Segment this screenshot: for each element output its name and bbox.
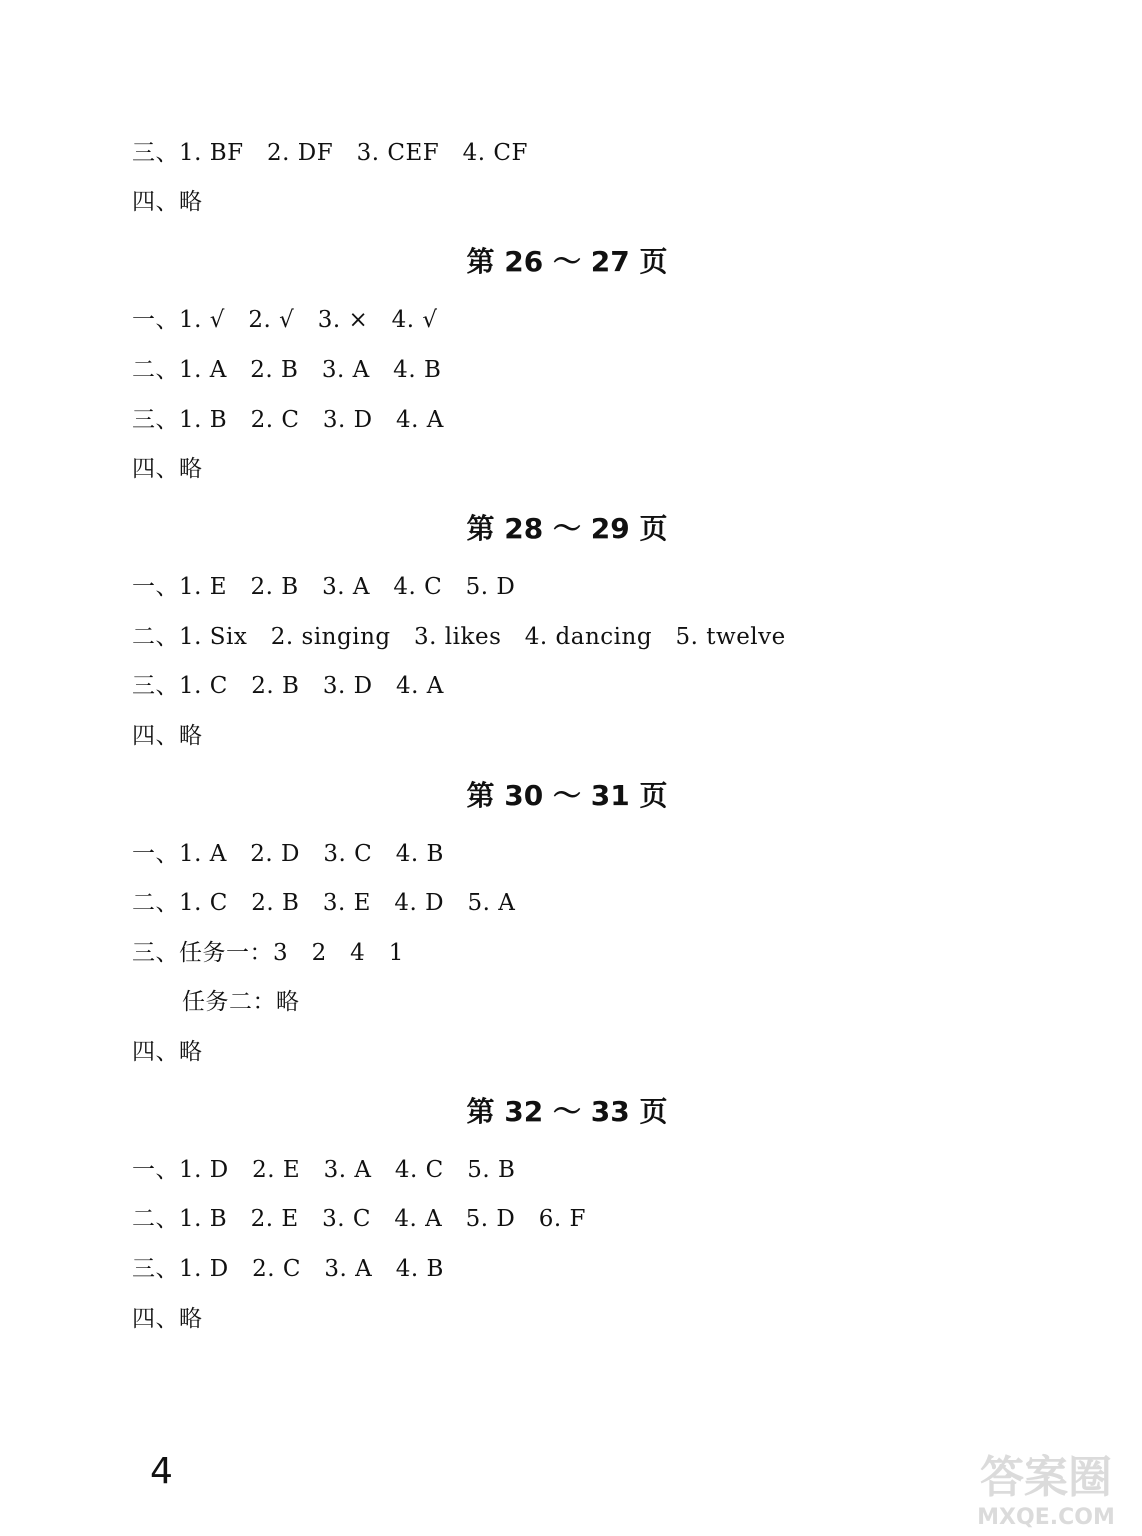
section-heading: 第 28 ～ 29 页: [466, 512, 668, 545]
section-heading: 第 32 ～ 33 页: [466, 1095, 668, 1128]
watermark-top-text: 答案圈: [980, 1452, 1112, 1503]
answer-line: 四、略: [132, 1306, 203, 1332]
answer-line: 二、1. B 2. E 3. C 4. A 5. D 6. F: [132, 1206, 586, 1232]
answer-line: 二、1. C 2. B 3. E 4. D 5. A: [132, 890, 516, 916]
section-heading: 第 30 ～ 31 页: [466, 779, 668, 812]
answer-line: 四、略: [132, 723, 203, 749]
answer-line: 一、1. √ 2. √ 3. × 4. √: [132, 307, 438, 333]
answer-line: 四、略: [132, 456, 203, 482]
answer-line: 四、略: [132, 1039, 203, 1065]
answer-line: 三、1. BF 2. DF 3. CEF 4. CF: [132, 140, 528, 166]
answer-line: 二、1. Six 2. singing 3. likes 4. dancing 5. twelve: [132, 624, 786, 650]
page-number: 4: [150, 1451, 173, 1492]
answer-line: 四、略: [132, 189, 203, 215]
answer-line: 三、任务一：3 2 4 1: [132, 940, 404, 966]
answer-line: 三、1. C 2. B 3. D 4. A: [132, 673, 444, 699]
answer-line: 二、1. A 2. B 3. A 4. B: [132, 357, 442, 383]
answer-line: 任务二：略: [182, 989, 300, 1015]
answer-line: 三、1. D 2. C 3. A 4. B: [132, 1256, 444, 1282]
answer-line: 一、1. A 2. D 3. C 4. B: [132, 841, 444, 867]
watermark-logo: [956, 1440, 1138, 1532]
section-heading: 第 26 ～ 27 页: [466, 245, 668, 278]
answer-line: 三、1. B 2. C 3. D 4. A: [132, 407, 444, 433]
answer-line: 一、1. D 2. E 3. A 4. C 5. B: [132, 1157, 516, 1183]
watermark-bottom-text: MXQE.COM: [977, 1505, 1115, 1530]
answer-line: 一、1. E 2. B 3. A 4. C 5. D: [132, 574, 516, 600]
